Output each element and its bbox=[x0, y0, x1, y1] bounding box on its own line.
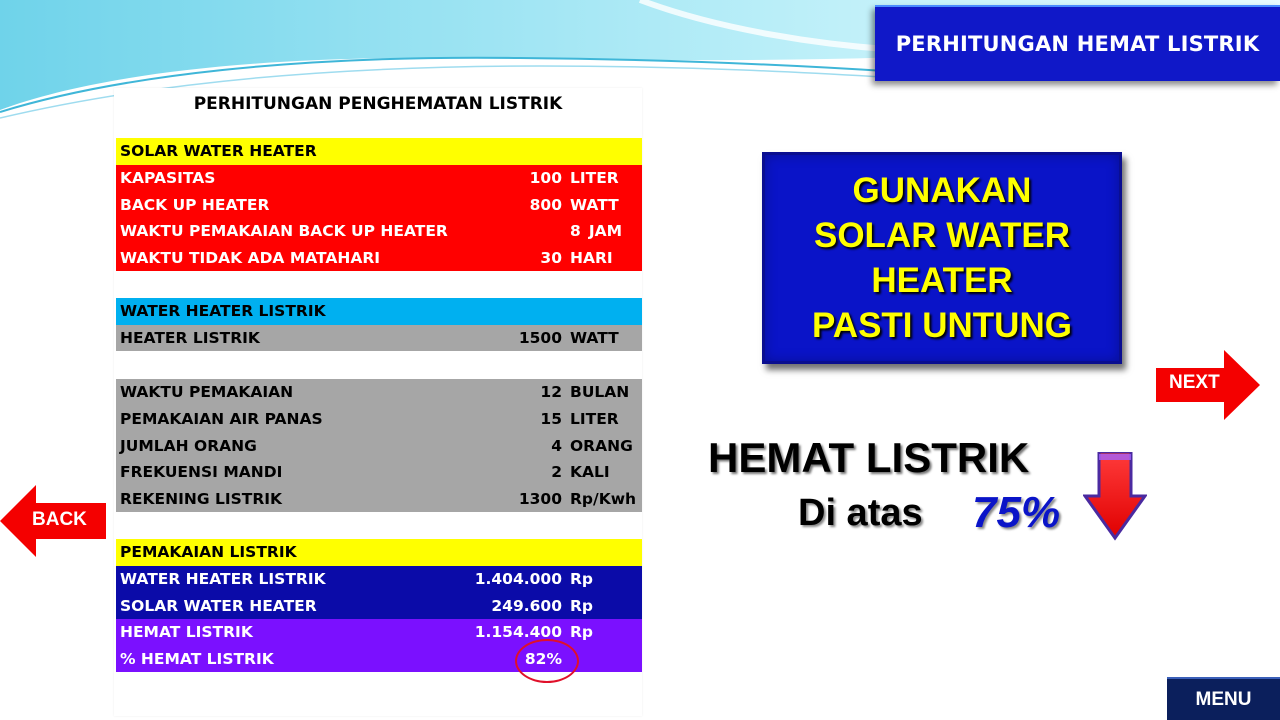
row-unit: HARI bbox=[570, 249, 613, 268]
row-label: PEMAKAIAN AIR PANAS bbox=[120, 410, 323, 429]
page-title: PERHITUNGAN HEMAT LISTRIK bbox=[895, 32, 1260, 56]
consumption-section bbox=[116, 539, 642, 672]
row-unit: LITER bbox=[570, 169, 619, 188]
row-unit: Rp bbox=[570, 596, 594, 615]
next-label: NEXT bbox=[1169, 372, 1220, 393]
table-row bbox=[116, 191, 642, 218]
row-unit: WATT bbox=[570, 195, 619, 214]
table-row bbox=[116, 486, 642, 513]
row-value: 4 bbox=[551, 436, 562, 455]
promo-box bbox=[762, 152, 1122, 364]
row-label: REKENING LISTRIK bbox=[120, 490, 283, 509]
row-unit: BULAN bbox=[570, 383, 630, 402]
table-row bbox=[116, 218, 642, 245]
row-value: 8 bbox=[570, 222, 581, 241]
row-value: 82% bbox=[524, 650, 562, 669]
savings-prefix: Di atas bbox=[798, 492, 923, 534]
row-value: 1300 bbox=[518, 490, 562, 509]
section-header-label: PEMAKAIAN LISTRIK bbox=[120, 543, 297, 562]
savings-percent: 75% bbox=[972, 488, 1061, 537]
calculation-sheet bbox=[114, 88, 642, 716]
arrow-down-icon bbox=[1083, 452, 1147, 542]
row-value: 2 bbox=[551, 463, 562, 482]
promo-line: PASTI UNTUNG bbox=[812, 306, 1072, 345]
row-value: 1.154.400 bbox=[474, 623, 562, 642]
row-unit: ORANG bbox=[570, 436, 633, 455]
back-label: BACK bbox=[32, 509, 87, 530]
row-value: 249.600 bbox=[491, 596, 562, 615]
savings-headline: HEMAT LISTRIK bbox=[708, 434, 1030, 481]
row-unit: WATT bbox=[570, 329, 619, 348]
table-row bbox=[116, 325, 642, 352]
promo-line: GUNAKAN bbox=[852, 171, 1032, 210]
page-title-banner bbox=[875, 5, 1280, 81]
next-button[interactable] bbox=[1156, 350, 1260, 420]
row-value: 15 bbox=[540, 410, 562, 429]
table-row bbox=[116, 406, 642, 433]
row-unit: Rp bbox=[570, 623, 594, 642]
table-row bbox=[116, 459, 642, 486]
row-label: HEATER LISTRIK bbox=[120, 329, 260, 348]
menu-label: MENU bbox=[1195, 688, 1252, 710]
usage-section bbox=[116, 379, 642, 512]
row-label: BACK UP HEATER bbox=[120, 195, 270, 214]
row-label: KAPASITAS bbox=[120, 169, 216, 188]
row-value: 1500 bbox=[518, 329, 562, 348]
row-label: % HEMAT LISTRIK bbox=[120, 650, 274, 669]
electric-heater-section bbox=[116, 298, 642, 351]
electric-section-header bbox=[116, 298, 642, 325]
row-value: 30 bbox=[540, 249, 562, 268]
solar-section-header bbox=[116, 138, 642, 165]
row-value: 12 bbox=[540, 383, 562, 402]
table-row bbox=[116, 432, 642, 459]
row-unit: KALI bbox=[570, 463, 610, 482]
solar-section bbox=[116, 138, 642, 271]
row-label: WATER HEATER LISTRIK bbox=[120, 570, 326, 589]
table-row bbox=[116, 245, 642, 272]
table-row bbox=[116, 566, 642, 593]
row-label: WAKTU TIDAK ADA MATAHARI bbox=[120, 249, 381, 268]
promo-line: SOLAR WATER bbox=[813, 216, 1070, 255]
section-header-label: SOLAR WATER HEATER bbox=[120, 142, 317, 161]
row-label: JUMLAH ORANG bbox=[120, 436, 257, 455]
promo-line: HEATER bbox=[871, 261, 1013, 300]
row-value: 100 bbox=[529, 169, 562, 188]
consumption-section-header bbox=[116, 539, 642, 566]
sheet-title: PERHITUNGAN PENGHEMATAN LISTRIK bbox=[193, 94, 563, 114]
menu-button[interactable] bbox=[1167, 677, 1280, 720]
highlight-circle bbox=[515, 639, 579, 683]
table-row bbox=[116, 165, 642, 192]
table-row bbox=[116, 379, 642, 406]
row-label: WAKTU PEMAKAIAN bbox=[120, 383, 294, 402]
back-button[interactable] bbox=[0, 485, 106, 557]
table-row bbox=[116, 592, 642, 619]
row-unit: JAM bbox=[588, 222, 622, 241]
row-label: SOLAR WATER HEATER bbox=[120, 596, 317, 615]
row-unit: LITER bbox=[570, 410, 619, 429]
section-header-label: WATER HEATER LISTRIK bbox=[120, 302, 326, 321]
row-label: WAKTU PEMAKAIAN BACK UP HEATER bbox=[120, 222, 448, 241]
row-label: HEMAT LISTRIK bbox=[120, 623, 253, 642]
row-value: 1.404.000 bbox=[474, 570, 562, 589]
row-unit: Rp bbox=[570, 570, 594, 589]
row-label: FREKUENSI MANDI bbox=[120, 463, 283, 482]
row-value: 800 bbox=[529, 195, 562, 214]
table-row bbox=[116, 646, 642, 673]
row-unit: Rp/Kwh bbox=[570, 490, 637, 509]
